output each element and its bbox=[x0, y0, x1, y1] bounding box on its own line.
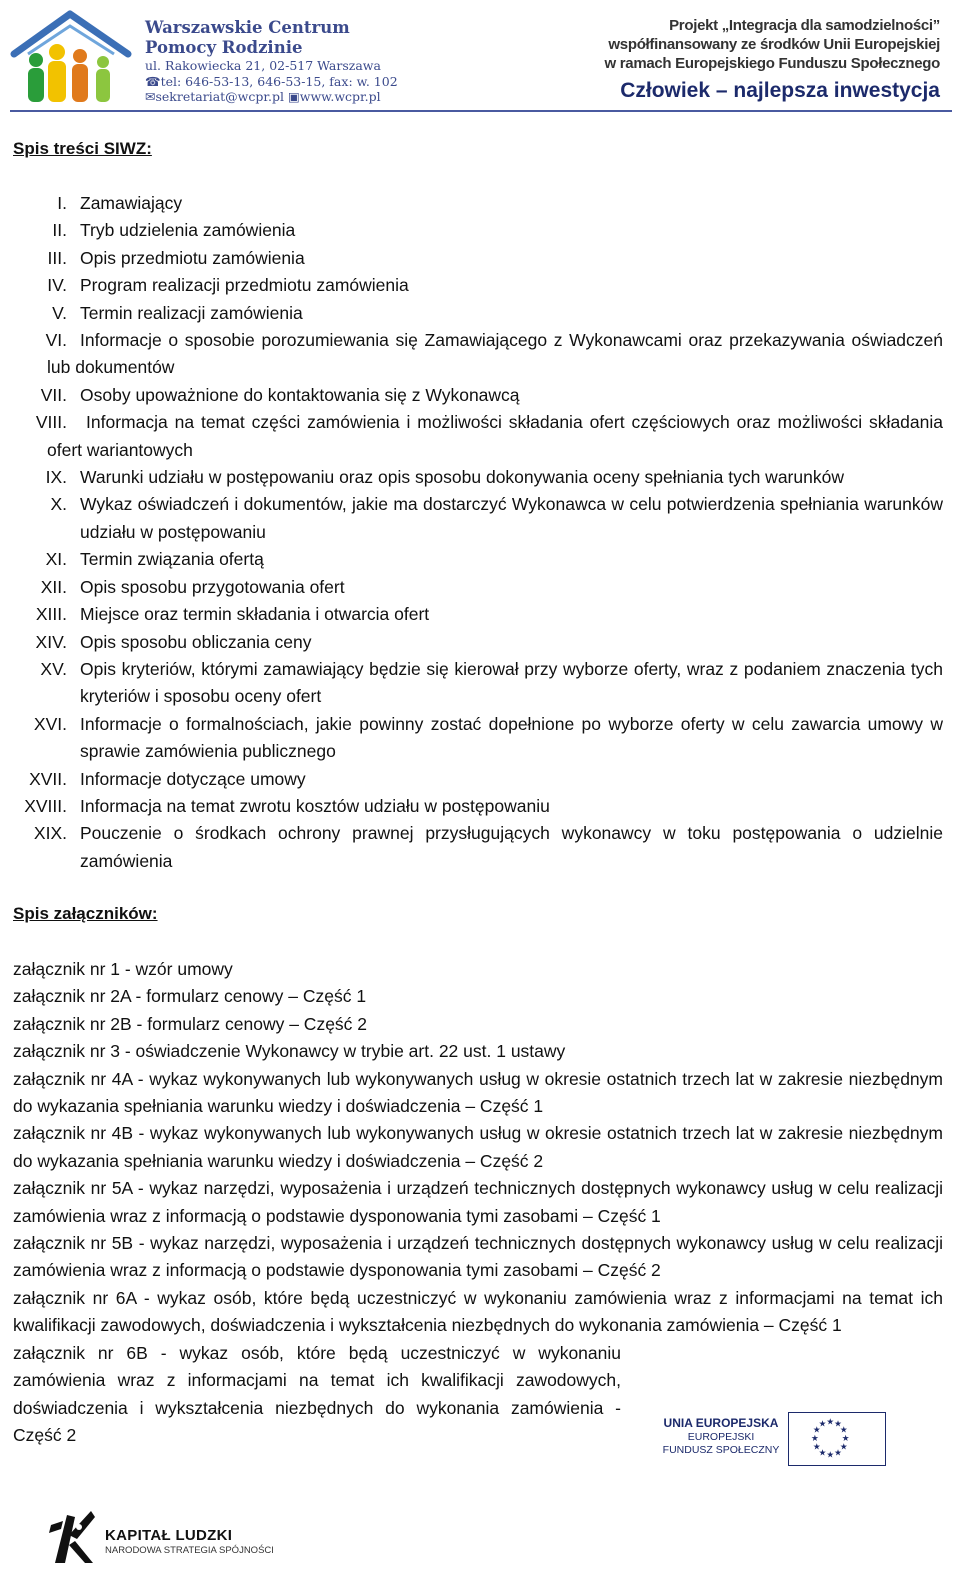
toc-num: XVII. bbox=[29, 768, 67, 789]
header-divider bbox=[10, 110, 952, 112]
svg-text:★: ★ bbox=[810, 1433, 819, 1444]
toc-item bbox=[0, 245, 960, 272]
toc-item bbox=[0, 601, 960, 628]
toc-item bbox=[0, 272, 960, 299]
svg-text:★: ★ bbox=[839, 1425, 848, 1436]
toc-item bbox=[0, 820, 960, 875]
toc-text: Informacja na temat zwrotu kosztów udziału w postępowaniu bbox=[80, 795, 550, 816]
toc-num: XV. bbox=[40, 658, 67, 679]
kapital-ludzki-emblem-icon bbox=[45, 1505, 97, 1565]
attachment-item: załącznik nr 5B - wykaz narzędzi, wyposażenia i urządzeń technicznych dostępnych wykonawcy usług w celu realizacji zamówienia wraz z informacją o podstawie dysponowania tymi zasobami – Część 2 bbox=[13, 1233, 943, 1281]
attachment-item: załącznik nr 2B - formularz cenowy – Część 2 bbox=[13, 1013, 368, 1034]
toc-text: Informacje o formalnościach, jakie powinny zostać dopełnione po wyborze oferty w celu zawarcia umowy w sprawie zamówienia publicznego bbox=[80, 713, 943, 762]
toc-item bbox=[0, 491, 960, 546]
slogan: Człowiek – najlepsza inwestycja bbox=[620, 79, 940, 102]
org-www-link[interactable]: www.wcpr.pl bbox=[299, 89, 381, 104]
attachment-item: załącznik nr 6A - wykaz osób, które będą uczestniczyć w wykonaniu zamówienia wraz z informacjami na temat ich kwalifikacji zawodowych, doświadczenia i wykształcenia niezbędnych do wykonania zamówienia – Część 1 bbox=[13, 1287, 943, 1336]
svg-text:★: ★ bbox=[812, 1442, 821, 1453]
eu-flag-icon bbox=[788, 1412, 886, 1466]
toc-item bbox=[0, 656, 960, 711]
toc-num: IV. bbox=[47, 275, 67, 296]
toc-num: II. bbox=[52, 220, 67, 241]
toc-item bbox=[0, 711, 960, 766]
toc-text: Warunki udziału w postępowaniu oraz opis sposobu dokonywania oceny spełniania tych warunków bbox=[80, 467, 844, 488]
svg-text:★: ★ bbox=[826, 1450, 835, 1461]
toc-num: XIII. bbox=[35, 604, 67, 625]
toc-text: Osoby upoważnione do kontaktowania się z Wykonawcą bbox=[80, 384, 520, 405]
attachments-heading: Spis załączników: bbox=[13, 904, 158, 923]
toc-item bbox=[0, 300, 960, 327]
phone-icon: ☎ bbox=[145, 73, 161, 89]
svg-text:★: ★ bbox=[839, 1442, 848, 1453]
toc-item bbox=[0, 546, 960, 573]
org-phone: ☎tel: 646-53-13, 646-53-15, fax: w. 102 bbox=[145, 73, 398, 89]
toc-item bbox=[0, 382, 960, 409]
toc-text: Informacje o sposobie porozumiewania się Zamawiającego z Wykonawcami oraz przekazywania oświadczeń lub dokumentów bbox=[47, 330, 943, 378]
toc-heading: Spis treści SIWZ: bbox=[13, 139, 152, 158]
svg-text:★: ★ bbox=[812, 1425, 821, 1436]
toc-num: V. bbox=[52, 302, 67, 323]
attachment-item: załącznik nr 1 - wzór umowy bbox=[13, 959, 233, 979]
toc-text: Miejsce oraz termin składania i otwarcia ofert bbox=[80, 604, 430, 625]
toc-item bbox=[0, 409, 960, 464]
toc-text: Opis kryteriów, którymi zamawiający będzie się kierował przy wyborze oferty, wraz z podaniem znaczenia tych kryteriów i sposobu oceny ofert bbox=[80, 658, 943, 707]
project-block bbox=[605, 16, 941, 105]
toc-num: XIV. bbox=[35, 631, 67, 652]
toc-item bbox=[0, 793, 960, 820]
org-email-link[interactable]: sekretariat@wcpr.pl bbox=[155, 89, 284, 104]
toc-text: Opis sposobu obliczania ceny bbox=[80, 631, 312, 652]
project-line-1: Projekt „Integracja dla samodzielności” bbox=[669, 17, 940, 34]
attachment-item: załącznik nr 6B - wykaz osób, które będą uczestniczyć w wykonaniu zamówienia wraz z informacjami na temat ich kwalifikacji zawodowych, doświadczenia i wykształcenia niezbędnych do wykonania zamówienia - Część 2 bbox=[13, 1342, 621, 1445]
toc-num: XVI. bbox=[33, 713, 67, 734]
email-icon: ✉ bbox=[145, 89, 156, 104]
toc-item bbox=[0, 464, 960, 491]
kl-line-2: NARODOWA STRATEGIA SPÓJNOŚCI bbox=[105, 1545, 274, 1556]
eu-logo bbox=[658, 1412, 890, 1468]
attachment-item: załącznik nr 5A - wykaz narzędzi, wyposażenia i urządzeń technicznych dostępnych wykonawcy usług w celu realizacji zamówienia wraz z informacją o podstawie dysponowania tymi zasobami – Część 1 bbox=[13, 1178, 943, 1226]
svg-text:★: ★ bbox=[834, 1419, 842, 1430]
eu-line-1: UNIA EUROPEJSKA bbox=[663, 1416, 779, 1430]
eu-line-2: EUROPEJSKI bbox=[687, 1431, 755, 1443]
attachment-item: załącznik nr 2A - formularz cenowy – Część 1 bbox=[13, 986, 367, 1007]
org-contact bbox=[145, 89, 398, 105]
attachment-item: załącznik nr 3 - oświadczenie Wykonawcy w trybie art. 22 ust. 1 ustawy bbox=[13, 1041, 566, 1062]
svg-text:★: ★ bbox=[818, 1448, 827, 1459]
org-address: ul. Rakowiecka 21, 02-517 Warszawa bbox=[145, 58, 381, 73]
svg-text:★: ★ bbox=[834, 1448, 842, 1459]
toc-text: Tryb udzielenia zamówienia bbox=[80, 220, 296, 241]
toc-text: Informacje dotyczące umowy bbox=[80, 768, 306, 789]
toc-num: X. bbox=[50, 494, 67, 515]
svg-text:★: ★ bbox=[818, 1419, 827, 1430]
attachment-item: załącznik nr 4A - wykaz wykonywanych lub wykonywanych usług w okresie ostatnich trzech lat w zakresie niezbędnym do wykazania spełniania warunku wiedzy i doświadczenia – Część 1 bbox=[13, 1068, 943, 1117]
toc-text: Wykaz oświadczeń i dokumentów, jakie ma dostarczyć Wykonawca w celu potwierdzenia spełniania warunków udziału w postępowaniu bbox=[80, 494, 943, 542]
toc-text: Zamawiający bbox=[80, 193, 183, 213]
toc-item bbox=[0, 327, 960, 382]
toc-item bbox=[0, 574, 960, 601]
eu-logo-text bbox=[658, 1416, 784, 1457]
toc-num: VIII. bbox=[35, 412, 67, 433]
toc-item bbox=[0, 217, 960, 244]
toc-list bbox=[0, 190, 960, 875]
toc-num: XVIII. bbox=[24, 795, 67, 816]
svg-text:★: ★ bbox=[826, 1417, 835, 1428]
computer-icon: ▣ bbox=[287, 89, 300, 104]
project-line-3: w ramach Europejskiego Funduszu Społecznego bbox=[604, 55, 940, 72]
wcpr-logo-icon bbox=[8, 10, 133, 108]
page-header bbox=[0, 0, 960, 118]
organization-block bbox=[145, 18, 398, 105]
toc-num: VII. bbox=[40, 384, 67, 405]
org-name-line-1: Warszawskie Centrum bbox=[145, 18, 350, 37]
toc-text: Opis przedmiotu zamówienia bbox=[80, 247, 305, 268]
toc-item bbox=[0, 629, 960, 656]
toc-num: XI. bbox=[45, 549, 67, 570]
toc-text: Program realizacji przedmiotu zamówienia bbox=[80, 275, 409, 296]
kapital-ludzki-text bbox=[105, 1527, 274, 1556]
toc-num: I. bbox=[57, 193, 67, 213]
toc-num: XIX. bbox=[33, 823, 67, 844]
toc-num: VI. bbox=[45, 330, 67, 351]
toc-text: Termin realizacji zamówienia bbox=[80, 302, 303, 323]
toc-num: III. bbox=[47, 247, 67, 268]
toc-text: Informacja na temat części zamówienia i możliwości składania ofert częściowych oraz możliwości składania ofert wariantowych bbox=[47, 412, 943, 460]
eu-line-3: FUNDUSZ SPOŁECZNY bbox=[662, 1444, 780, 1456]
kl-line-1: KAPITAŁ LUDZKI bbox=[105, 1527, 233, 1544]
toc-num: XII. bbox=[40, 576, 67, 597]
toc-num: IX. bbox=[45, 467, 67, 488]
kapital-ludzki-logo bbox=[45, 1505, 274, 1570]
org-name-line-2: Pomocy Rodzinie bbox=[145, 38, 303, 57]
toc-item bbox=[0, 766, 960, 793]
project-line-2: współfinansowany ze środków Unii Europejskiej bbox=[608, 36, 940, 53]
attachments-list bbox=[13, 956, 943, 1449]
svg-text:★: ★ bbox=[841, 1433, 850, 1444]
toc-text: Pouczenie o środkach ochrony prawnej przysługujących wykonawcy w toku postępowania o udzielnie zamówienia bbox=[80, 823, 943, 871]
toc-text: Termin związania ofertą bbox=[80, 549, 264, 570]
toc-item bbox=[0, 190, 960, 217]
toc-text: Opis sposobu przygotowania ofert bbox=[80, 576, 345, 597]
attachment-item: załącznik nr 4B - wykaz wykonywanych lub wykonywanych usług w okresie ostatnich trzech lat w zakresie niezbędnym do wykazania spełniania warunku wiedzy i doświadczenia – Część 2 bbox=[13, 1123, 943, 1171]
